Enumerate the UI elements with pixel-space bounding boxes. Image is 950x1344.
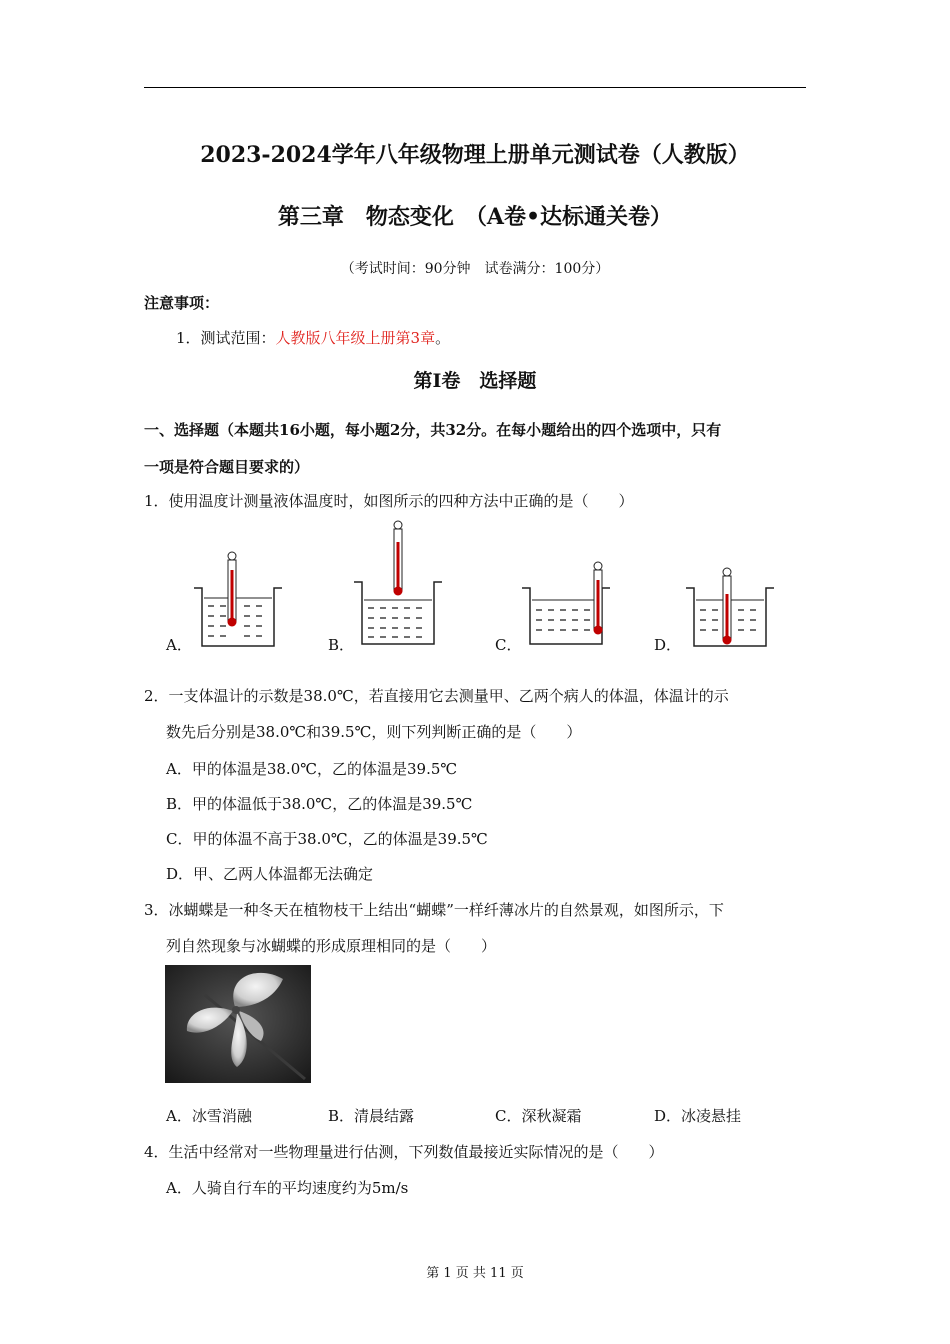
thermometer-figure-c (518, 560, 614, 652)
question-3-stem-line2: 列自然现象与冰蝴蝶的形成原理相同的是（ ） (166, 937, 497, 955)
question-1-option-b: B． (328, 636, 355, 654)
notes-heading: 注意事项： (144, 294, 220, 312)
thermometer-figure-a (190, 548, 286, 652)
notes-item-1-suffix: 。 (435, 329, 451, 347)
notes-item-1-prefix: 1．测试范围： (176, 329, 276, 347)
question-1-option-a: A． (166, 636, 192, 654)
question-2-option-b: B．甲的体温低于38.0℃，乙的体温是39.5℃ (166, 795, 473, 813)
question-2-option-a: A．甲的体温是38.0℃，乙的体温是39.5℃ (166, 760, 458, 778)
question-3-option-d: D．冰凌悬挂 (654, 1107, 742, 1125)
section-title: 第Ⅰ卷 选择题 (413, 370, 537, 392)
header-rule (144, 87, 806, 88)
section-instructions-line1: 一、选择题（本题共16小题，每小题2分，共32分。在每小题给出的四个选项中，只有 (144, 421, 722, 439)
question-1-option-d: D． (654, 636, 682, 654)
thermometer-figure-b (350, 520, 446, 652)
question-1-stem: 1．使用温度计测量液体温度时，如图所示的四种方法中正确的是（ ） (144, 492, 634, 510)
chapter-title: 第三章 物态变化 （A卷•达标通关卷） (277, 204, 673, 230)
notes-item-1 (176, 327, 450, 348)
question-3-stem-line1: 3．冰蝴蝶是一种冬天在植物枝干上结出“蝴蝶”一样纤薄冰片的自然景观，如图所示，下 (144, 901, 724, 919)
question-2-option-c: C．甲的体温不高于38.0℃，乙的体温是39.5℃ (166, 830, 488, 848)
exam-info: （考试时间：90分钟 试卷满分：100分） (340, 261, 610, 277)
question-3-option-c: C．深秋凝霜 (495, 1107, 582, 1125)
question-3-option-a: A．冰雪消融 (166, 1107, 252, 1125)
page-footer: 第 1 页 共 11 页 (426, 1266, 524, 1281)
thermometer-figure-d (682, 566, 778, 652)
question-2-option-d: D．甲、乙两人体温都无法确定 (166, 865, 374, 883)
section-instructions-line2: 一项是符合题目要求的） (144, 458, 310, 476)
question-4-option-a: A．人骑自行车的平均速度约为5m/s (166, 1179, 409, 1197)
question-2-stem-line1: 2．一支体温计的示数是38.0℃，若直接用它去测量甲、乙两个病人的体温，体温计的示 (144, 687, 729, 705)
question-1-option-c: C． (495, 636, 522, 654)
ice-butterfly-photo (165, 965, 311, 1083)
question-4-stem: 4．生活中经常对一些物理量进行估测，下列数值最接近实际情况的是（ ） (144, 1143, 664, 1161)
notes-item-1-scope: 人教版八年级上册第3章 (275, 329, 436, 347)
question-3-option-b: B．清晨结露 (328, 1107, 415, 1125)
main-title: 2023-2024学年八年级物理上册单元测试卷（人教版） (200, 142, 750, 168)
question-2-stem-line2: 数先后分别是38.0℃和39.5℃，则下列判断正确的是（ ） (166, 723, 582, 741)
